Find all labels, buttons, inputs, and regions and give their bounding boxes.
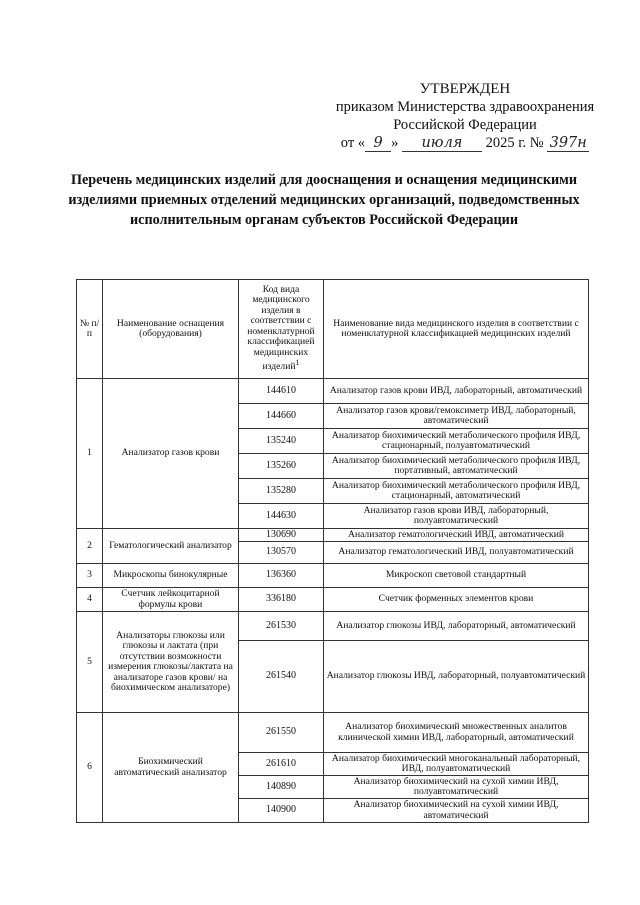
- equipment-name: Гематологический анализатор: [103, 529, 239, 564]
- device-code: 135280: [239, 479, 324, 504]
- device-code: 135240: [239, 429, 324, 454]
- device-code: 261610: [239, 753, 324, 776]
- row-number: 2: [77, 529, 103, 564]
- equipment-table: [76, 279, 589, 823]
- date-day-close: »: [391, 135, 399, 151]
- device-type-name: Анализатор биохимический метаболического профиля ИВД, стационарный, полуавтоматический: [324, 429, 589, 454]
- device-code: 130570: [239, 542, 324, 564]
- order-number: 397н: [547, 136, 589, 152]
- device-type-name: Анализатор биохимический на сухой химии ИВД, полуавтоматический: [324, 776, 589, 799]
- table-body: [77, 379, 589, 823]
- table-row: [77, 612, 589, 641]
- device-type-name: Анализатор газов крови ИВД, лабораторный, полуавтоматический: [324, 504, 589, 529]
- device-type-name: Анализатор биохимический метаболического профиля ИВД, портативный, автоматический: [324, 454, 589, 479]
- device-type-name: Анализатор глюкозы ИВД, лабораторный, автоматический: [324, 612, 589, 641]
- header-code-footnote: 1: [295, 358, 300, 368]
- device-code: 261540: [239, 641, 324, 713]
- device-type-name: Анализатор биохимический на сухой химии ИВД, автоматический: [324, 799, 589, 823]
- row-number: 6: [77, 713, 103, 823]
- approval-block: [300, 80, 630, 152]
- table-row: [77, 564, 589, 588]
- device-code: 144610: [239, 379, 324, 404]
- device-code: 144630: [239, 504, 324, 529]
- approved-label: УТВЕРЖДЕН: [419, 81, 511, 97]
- device-code: 336180: [239, 588, 324, 612]
- device-type-name: Анализатор глюкозы ИВД, лабораторный, полуавтоматический: [324, 641, 589, 713]
- row-number: 3: [77, 564, 103, 588]
- header-name: Наименование вида медицинского изделия в соответствии с номенклатурной классификацией медицинских изделий: [324, 280, 589, 379]
- device-type-name: Счетчик форменных элементов крови: [324, 588, 589, 612]
- header-num: № п/п: [77, 280, 103, 379]
- table-row: [77, 529, 589, 542]
- device-code: 130690: [239, 529, 324, 542]
- equipment-name: Анализатор газов крови: [103, 379, 239, 529]
- date-prefix: от «: [340, 135, 366, 151]
- device-code: 140900: [239, 799, 324, 823]
- document-title: Перечень медицинских изделий для дооснащения и оснащения медицинскими изделиями приемных отделений медицинских организаций, подведомственных исполнительным органам субъектов Российской Федерации: [68, 172, 580, 228]
- table-row: [77, 588, 589, 612]
- header-equipment: Наименование оснащения (оборудования): [103, 280, 239, 379]
- row-number: 5: [77, 612, 103, 713]
- device-type-name: Анализатор биохимический метаболического профиля ИВД, стационарный, автоматический: [324, 479, 589, 504]
- device-type-name: Анализатор гематологический ИВД, полуавтоматический: [324, 542, 589, 564]
- device-code: 140890: [239, 776, 324, 799]
- device-type-name: Анализатор гематологический ИВД, автоматический: [324, 529, 589, 542]
- equipment-name: Анализаторы глюкозы или глюкозы и лактата (при отсутствии возможности измерения глюкозы/лактата на анализаторе газов крови/ на биохимическом анализаторе): [103, 612, 239, 713]
- table-header-row: [77, 280, 589, 379]
- equipment-name: Счетчик лейкоцитарной формулы крови: [103, 588, 239, 612]
- device-type-name: Микроскоп световой стандартный: [324, 564, 589, 588]
- device-type-name: Анализатор биохимический множественных аналитов клинической химии ИВД, лабораторный, автоматический: [324, 713, 589, 753]
- date-day: 9: [365, 136, 391, 152]
- device-code: 261530: [239, 612, 324, 641]
- header-code: [239, 280, 324, 379]
- equipment-name: Биохимический автоматический анализатор: [103, 713, 239, 823]
- date-year: 2025 г. №: [485, 135, 544, 151]
- device-code: 135260: [239, 454, 324, 479]
- device-code: 144660: [239, 404, 324, 429]
- row-number: 1: [77, 379, 103, 529]
- device-type-name: Анализатор биохимический многоканальный лабораторный, ИВД, полуавтоматический: [324, 753, 589, 776]
- federation-line: Российской Федерации: [393, 117, 537, 133]
- device-type-name: Анализатор газов крови ИВД, лабораторный, автоматический: [324, 379, 589, 404]
- date-line: [300, 134, 630, 152]
- equipment-name: Микроскопы бинокулярные: [103, 564, 239, 588]
- table-row: [77, 713, 589, 753]
- row-number: 4: [77, 588, 103, 612]
- device-type-name: Анализатор газов крови/гемоксиметр ИВД, лабораторный, автоматический: [324, 404, 589, 429]
- table-row: [77, 379, 589, 404]
- header-code-text: Код вида медицинского изделия в соответствии с номенклатурной классификацией медицинских изделий: [247, 283, 315, 373]
- date-month: июля: [402, 136, 482, 152]
- order-line: приказом Министерства здравоохранения: [335, 99, 595, 115]
- device-code: 261550: [239, 713, 324, 753]
- device-code: 136360: [239, 564, 324, 588]
